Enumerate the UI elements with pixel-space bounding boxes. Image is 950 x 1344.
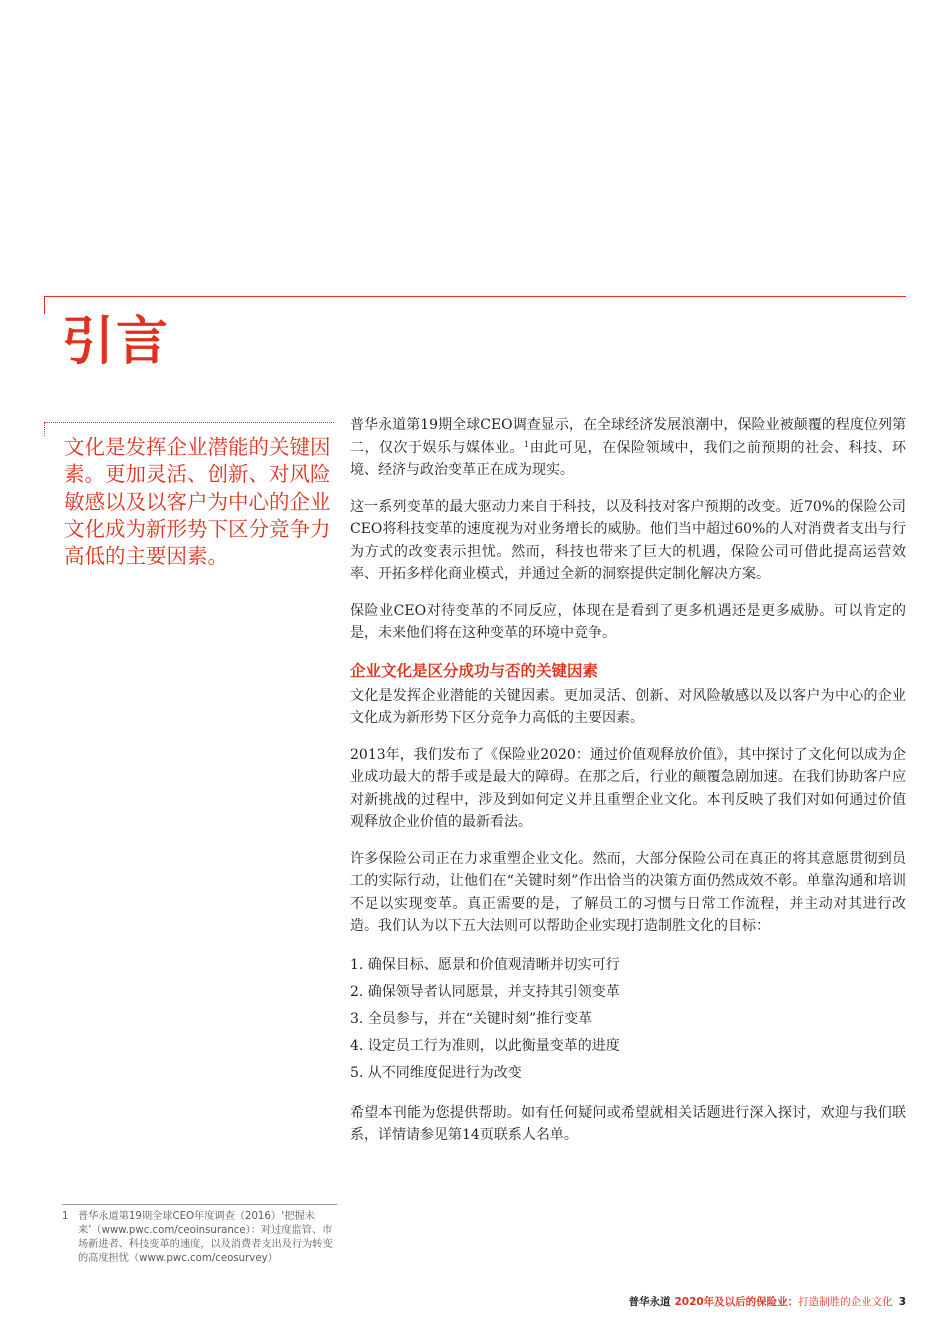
intro-paragraph — [350, 414, 906, 482]
header-rule — [44, 296, 906, 297]
footnote-number: 1 — [62, 1211, 69, 1222]
page-title: 引言 — [62, 312, 171, 372]
pullquote-rule-tick — [44, 422, 45, 436]
header-rule-tick — [44, 296, 45, 314]
footnote-text: 普华永道第19期全球CEO年度调查（2016）‘把握未来’（www.pwc.com/ceoinsurance）：对过度监管、市场新进者、科技变革的速度，以及消费者支出及行为转变的高度担忧（www.pwc.com/ceosurvey） — [78, 1211, 333, 1264]
page-footer — [628, 1294, 906, 1310]
list-item: 3. 全员参与，并在“关键时刻”推行变革 — [350, 1010, 593, 1027]
footer-subtitle: 打造制胜的企业文化 — [798, 1296, 893, 1308]
ceo-response-paragraph: 保险业CEO对待变革的不同反应，体现在是看到了更多机遇还是更多威胁。可以肯定的是，未来他们将在这种变革的环境中竞争。 — [350, 602, 906, 641]
pullquote-rule — [44, 422, 334, 423]
footer-publication: 2020年及以后的保险业： — [674, 1296, 799, 1308]
page-number: 3 — [898, 1296, 906, 1308]
footnote-rule — [62, 1204, 337, 1205]
footnote-reference: 1 — [523, 439, 530, 449]
list-item: 5. 从不同维度促进行为改变 — [350, 1065, 522, 1082]
reshape-culture-paragraph: 许多保险公司正在力求重塑企业文化。然而，大部分保险公司在真正的将其意愿贯彻到员工的实际行动，让他们在“关键时刻”作出恰当的决策方面仍然成效不彰。单靠沟通和培训不足以实现变革。真正需要的是，了解员工的习惯与日常工作流程，并主动对其进行改造。我们认为以下五大法则可以帮助企业实现打造制胜文化的目标： — [350, 850, 906, 934]
technology-paragraph: 这一系列变革的最大驱动力来自于科技，以及科技对客户预期的改变。近70%的保险公司CEO将科技变革的速度视为对业务增长的威胁。他们当中超过60%的人对消费者支出与行为方式的改变表示担忧。然而，科技也带来了巨大的机遇，保险公司可借此提高运营效率、开拓多样化商业模式，并通过全新的洞察提供定制化解决方案。 — [350, 498, 906, 582]
footer-brand: 普华永道 — [628, 1296, 671, 1308]
list-item: 2. 确保领导者认同愿景，并支持其引领变革 — [350, 983, 620, 1000]
closing-paragraph: 希望本刊能为您提供帮助。如有任何疑问或希望就相关话题进行深入探讨，欢迎与我们联系，详情请参见第14页联系人名单。 — [350, 1104, 906, 1144]
culture-paragraph: 文化是发挥企业潜能的关键因素。更加灵活、创新、对风险敏感以及以客户为中心的企业文化成为新形势下区分竞争力高低的主要因素。 — [350, 687, 906, 726]
list-item: 4. 设定员工行为准则，以此衡量变革的进度 — [350, 1038, 620, 1055]
main-text-column — [350, 414, 906, 1161]
pullquote: 文化是发挥企业潜能的关键因素。更加灵活、创新、对风险敏感以及以客户为中心的企业文化成为新形势下区分竞争力高低的主要因素。 — [64, 435, 331, 569]
intro-paragraph-part2: 由此可见，在保险领域中，我们之前预期的社会、科技、环境、经济与政治变革正在成为现实。 — [350, 439, 907, 478]
footnote — [62, 1210, 337, 1266]
intro-paragraph-part1: 普华永道第19期全球CEO调查显示，在全球经济发展浪潮中，保险业被颠覆的程度位列第二，仅次于娱乐与媒体业。 — [350, 417, 906, 456]
section-heading: 企业文化是区分成功与否的关键因素 — [350, 661, 599, 680]
list-item: 1. 确保目标、愿景和价值观清晰并切实可行 — [350, 956, 620, 973]
publication-paragraph: 2013年，我们发布了《保险业2020：通过价值观释放价值》，其中探讨了文化何以成为企业成功最大的帮手或是最大的障碍。在那之后，行业的颠覆急剧加速。在我们协助客户应对新挑战的过程中，涉及到如何定义并且重塑企业文化。本刊反映了我们对如何通过价值观释放企业价值的最新看法。 — [350, 746, 906, 830]
five-principles-list — [350, 952, 906, 1088]
